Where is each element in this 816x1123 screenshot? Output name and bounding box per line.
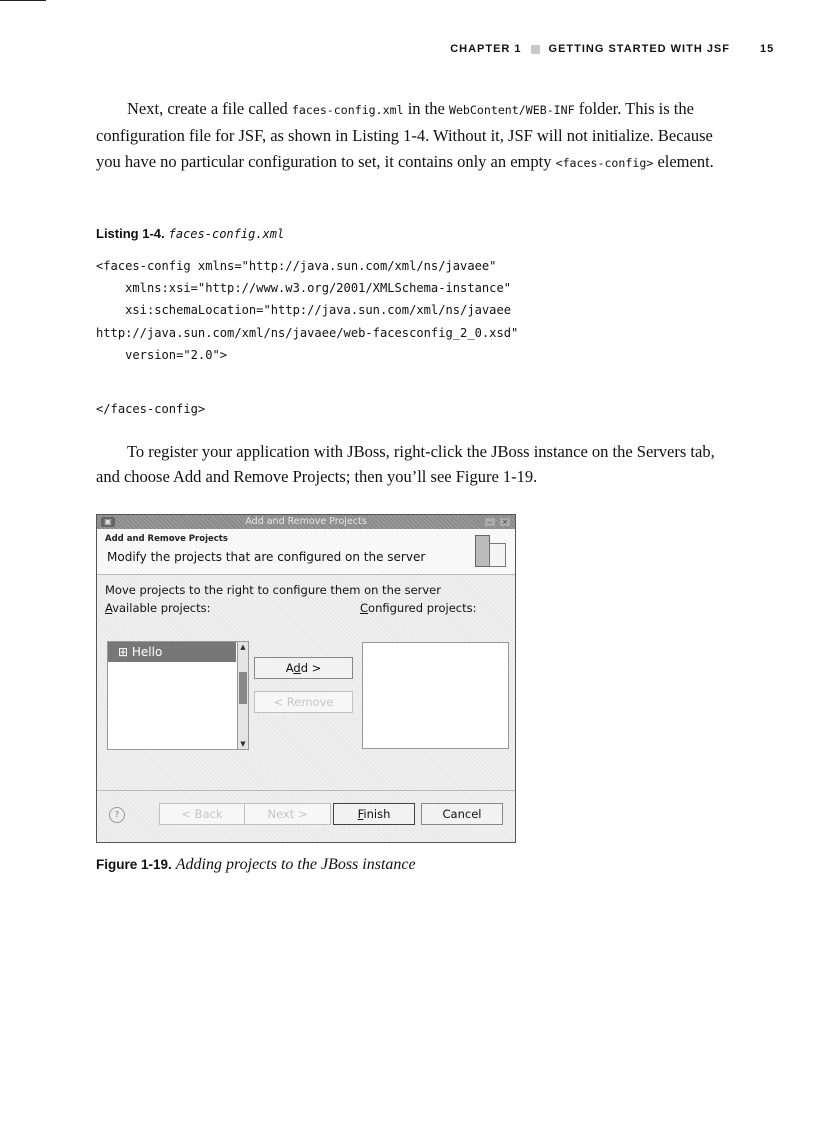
intro-code-element: <faces-config> <box>555 155 654 170</box>
add-button[interactable] <box>254 657 353 679</box>
available-projects-list[interactable] <box>107 641 249 750</box>
figure-caption-text: Adding projects to the JBoss instance <box>175 856 416 873</box>
server-icon <box>475 535 490 567</box>
add-remove-projects-dialog <box>96 514 516 843</box>
finish-mnemonic: F <box>357 807 364 821</box>
listing-caption <box>96 226 284 241</box>
available-label-mnemonic: A <box>105 601 113 615</box>
available-projects-label <box>105 601 211 615</box>
minimize-icon[interactable]: – <box>485 518 495 526</box>
intro-text-2: in the <box>403 99 449 118</box>
dialog-footer <box>97 790 515 841</box>
project-item-label: Hello <box>131 645 163 659</box>
dialog-window-title: Add and Remove Projects <box>245 516 367 527</box>
configured-label-mnemonic: C <box>360 601 369 615</box>
finish-button[interactable] <box>333 803 415 825</box>
project-icon: ⊞ <box>118 645 132 659</box>
remove-button[interactable]: < Remove <box>254 691 353 713</box>
intro-paragraph <box>96 96 736 176</box>
chapter-title: GETTING STARTED WITH JSF <box>548 43 730 55</box>
intro-code-filename: faces-config.xml <box>291 103 404 117</box>
page-number: 15 <box>760 43 775 55</box>
intro-text-4: element. <box>653 151 714 171</box>
scroll-down-arrow-icon[interactable]: ▼ <box>240 740 246 748</box>
crop-mark <box>0 0 46 1</box>
scrollbar-thumb[interactable] <box>239 672 247 704</box>
register-text: To register your application with JBoss, right-click the JBoss instance on the Servers tab, and choose Add and Remove Projects; then you’ll see Figure 1-19. <box>96 442 715 487</box>
header-separator-square <box>531 45 540 54</box>
intro-text-1: Next, create a file called <box>127 99 292 118</box>
dialog-header-title: Add and Remove Projects <box>105 534 228 544</box>
listing-filename: faces-config.xml <box>168 227 285 241</box>
chapter-label: CHAPTER 1 <box>450 43 522 55</box>
figure-label: Figure 1-19. <box>96 857 172 872</box>
close-icon[interactable]: × <box>500 518 510 526</box>
running-header <box>450 43 775 55</box>
document-icon <box>489 543 506 567</box>
intro-text-3: folder. This is the configuration file for JSF, as shown in Listing 1-4. Without it, JSF will not initialize. Because you have no particular configuration to set, it contains only an empty <box>96 99 713 171</box>
add-button-mnemonic: d <box>293 661 301 675</box>
figure-caption <box>96 856 416 874</box>
configured-projects-label <box>360 601 476 615</box>
listing-label: Listing 1-4. <box>96 226 165 241</box>
register-paragraph <box>96 439 736 490</box>
intro-code-folder: WebContent/WEB-INF <box>448 103 575 117</box>
scroll-up-arrow-icon[interactable]: ▲ <box>240 643 246 651</box>
server-config-icon <box>475 535 507 569</box>
dialog-header-description: Modify the projects that are configured on the server <box>107 550 426 564</box>
code-listing: <faces-config xmlns="http://java.sun.com/xml/ns/javaee" xmlns:xsi="http://www.w3.org/2001/XMLSchema-instance" xsi:schemaLocation="http://java.sun.com/xml/ns/javaee http://java.sun.com/xml/ns/javaee/web-facesconfig_2_0.xsd" version="2.0"> <box>96 259 519 362</box>
dialog-header <box>97 529 515 575</box>
dialog-titlebar <box>97 515 515 529</box>
configured-label-text: onfigured projects: <box>368 601 477 615</box>
project-item-hello[interactable] <box>108 642 236 662</box>
add-button-text-2: d > <box>300 661 322 675</box>
window-menu-icon[interactable]: ▣ <box>101 517 115 527</box>
back-button[interactable]: < Back <box>159 803 245 825</box>
finish-text: inish <box>363 807 391 821</box>
code-listing-closing: </faces-config> <box>96 402 206 416</box>
available-list-scrollbar[interactable] <box>237 642 248 749</box>
configured-projects-list[interactable] <box>362 642 509 749</box>
next-button[interactable]: Next > <box>244 803 331 825</box>
help-icon[interactable]: ? <box>109 807 125 823</box>
add-button-text-1: A <box>285 661 294 675</box>
cancel-button[interactable]: Cancel <box>421 803 503 825</box>
available-label-text: vailable projects: <box>112 601 211 615</box>
instruction-text: Move projects to the right to configure them on the server <box>105 583 441 597</box>
dialog-body <box>97 575 515 841</box>
